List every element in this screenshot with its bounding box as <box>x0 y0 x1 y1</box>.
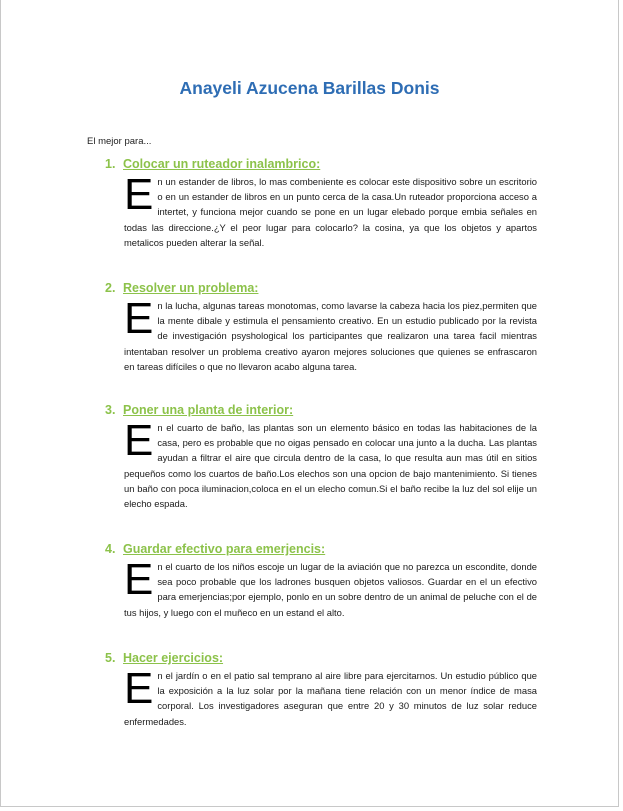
list-number: 2. <box>105 281 116 295</box>
list-number: 4. <box>105 542 116 556</box>
paragraph-text: n el jardín o en el patio sal temprano al aire libre para ejercitarnos. Un estudio público que la exposición a la luz solar por la mañana tiene relación con un menor índice de masa corporal. Los investigadores aseguran que entre 20 y 30 minutos de luz solar reduce enfermedades. <box>124 670 537 727</box>
heading-text: Guardar efectivo para emerjencis: <box>123 542 326 556</box>
list-number: 1. <box>105 157 116 171</box>
section-1 <box>105 157 537 250</box>
list-number: 3. <box>105 403 116 417</box>
heading-text: Colocar un ruteador inalambrico: <box>123 157 321 171</box>
section-5 <box>105 651 537 729</box>
heading-text: Poner una planta de interior: <box>123 403 294 417</box>
document-title[interactable]: Anayeli Azucena Barillas Donis <box>179 78 440 98</box>
section-paragraph[interactable] <box>124 555 537 620</box>
section-paragraph[interactable] <box>124 170 537 250</box>
drop-cap: E <box>124 294 154 343</box>
heading-text: Hacer ejercicios: <box>123 651 224 665</box>
section-heading[interactable] <box>105 281 537 295</box>
drop-cap: E <box>124 664 154 713</box>
section-heading[interactable] <box>105 157 537 171</box>
paragraph-text: n un estander de libros, lo mas combeniente es colocar este dispositivo sobre un escritorio o en un estander de libros en un punto cerca de la casa.Un ruteador proporciona acceso a intertet, y funciona mejor cuando se pone en un lugar elebado porque embia señales en todas las direccione.¿Y el peor lugar para colocarlo? la cosina, ya que los objetos y apartos metalicos pueden alterar la señal. <box>124 176 537 248</box>
section-paragraph[interactable] <box>124 294 537 374</box>
list-number: 5. <box>105 651 116 665</box>
section-3 <box>105 403 537 511</box>
paragraph-text: n el cuarto de los niños escoje un lugar de la aviación que no parezca un escondite, donde sea poco probable que los ladrones busquen objetos valiosos. Guardar en el un efectivo para emerjencias;por ejemplo, ponlo en un sobre dentro de un animal de peluche con el de tus hijos, y luego con el muñeco en un estand el alto. <box>124 561 537 618</box>
heading-text: Resolver un problema: <box>123 281 259 295</box>
drop-cap: E <box>124 416 154 465</box>
section-paragraph[interactable] <box>124 416 537 511</box>
section-heading[interactable] <box>105 542 537 556</box>
paragraph-text: n la lucha, algunas tareas monotomas, como lavarse la cabeza hacia los piez,permiten que la mente dibale y estimula el pensamiento creativo. En un estudio publicado por la revista de investigación psyshological los participantes que realizaron una tarea facil mientras intentaban resolver un problema creativo ayaron mejores soluciones que quienes se enfrascaron en tareas difíciles o que no llevaron acabo alguna tarea. <box>124 300 537 372</box>
section-heading[interactable] <box>105 403 537 417</box>
paragraph-text: n el cuarto de baño, las plantas son un elemento básico en todas las habitaciones de la casa, pero es probable que no oigas pensado en colocar una junto a la ducha. Las plantas ayudan a filtrar el aire que circula dentro de la casa, lo que resulta aun mas útil en sitios pequeños como los cuartos de baño.Los elechos son una opcion de bajo mantenimiento. Si tienes un baño con poca iluminacion,coloca en el un elecho comun.Si el baño recibe la luz del sol elije un elecho espada. <box>124 422 537 510</box>
section-4 <box>105 542 537 620</box>
drop-cap: E <box>124 555 154 604</box>
drop-cap: E <box>124 170 154 219</box>
section-2 <box>105 281 537 374</box>
section-heading[interactable] <box>105 651 537 665</box>
intro-text[interactable]: El mejor para... <box>87 136 152 147</box>
section-paragraph[interactable] <box>124 664 537 729</box>
